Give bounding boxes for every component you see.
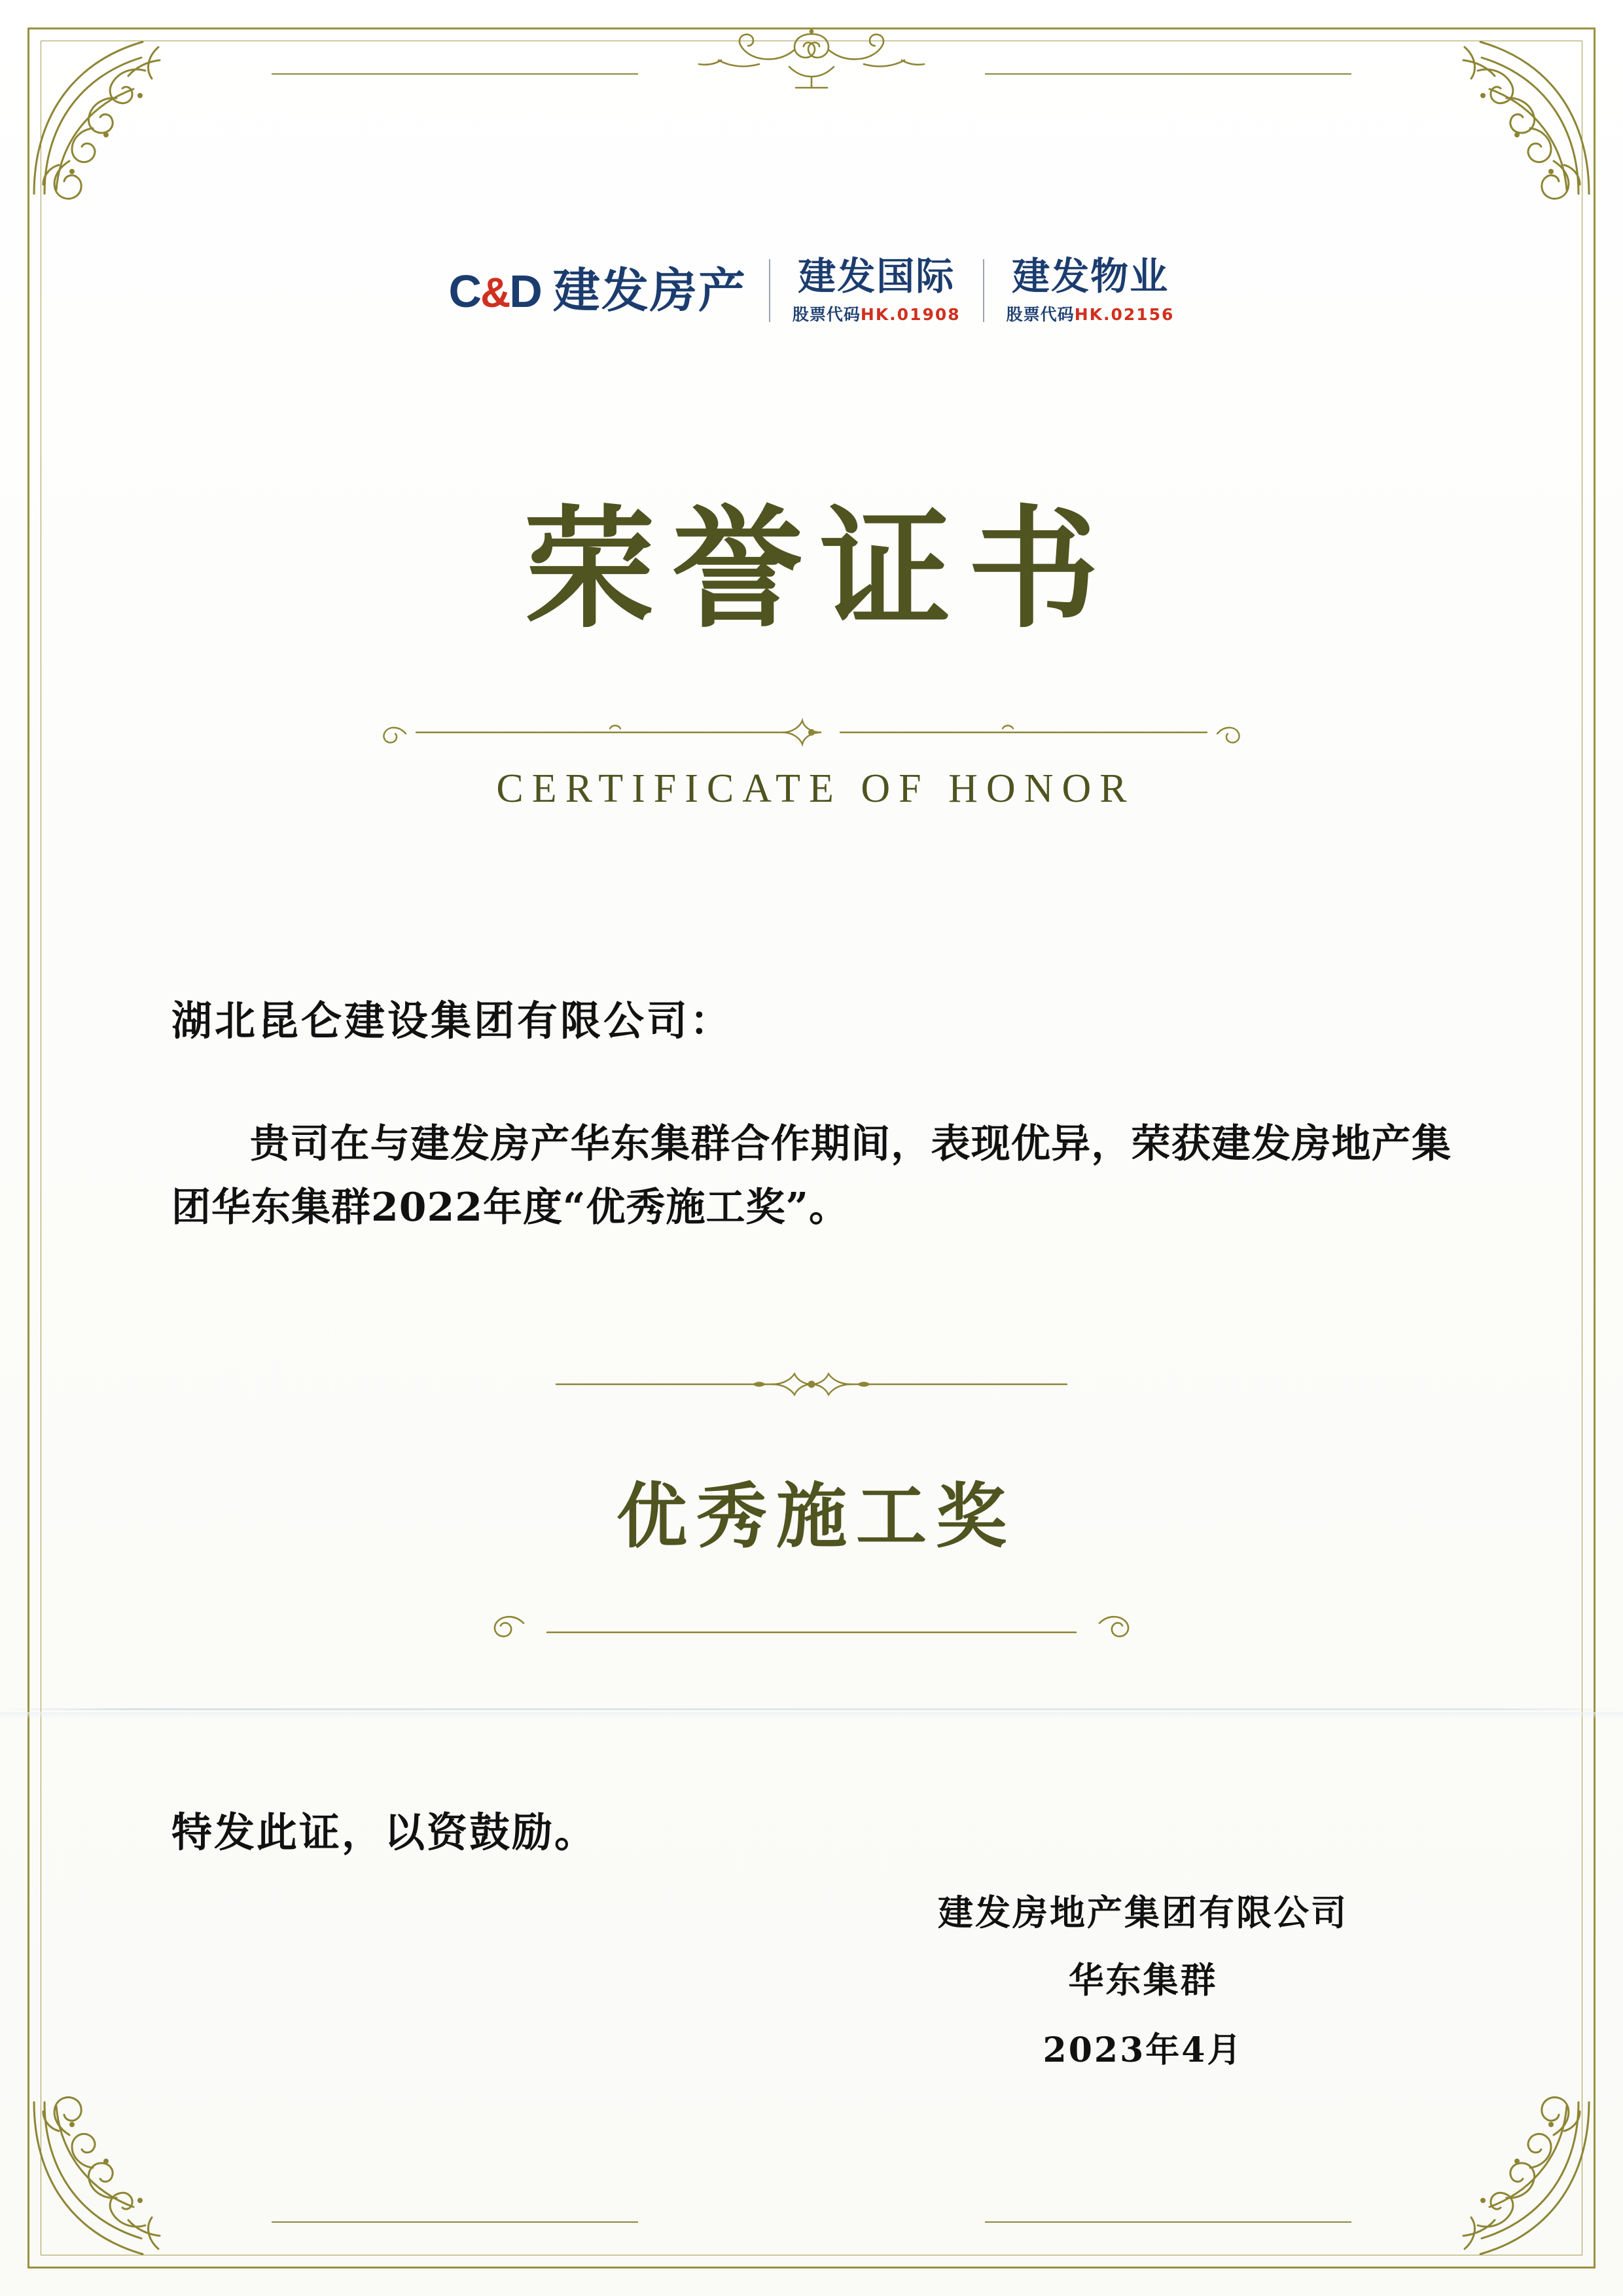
award-divider-top-ornament-icon — [550, 1365, 1073, 1404]
closing-statement: 特发此证，以资鼓励。 — [171, 1808, 597, 1856]
issuer-organization: 建发房地产集团有限公司 — [938, 1892, 1348, 1933]
corner-ornament-bottom-left-icon — [30, 2096, 226, 2266]
certificate-title-chinese: 荣誉证书 — [524, 492, 1116, 646]
logo-ampersand: & — [480, 269, 510, 317]
issuer-signature-block — [938, 1885, 1348, 2072]
brand-jianfa-international — [792, 254, 961, 325]
recipient-name: 湖北昆仑建设集团有限公司： — [171, 997, 734, 1045]
stock-code-label-2: 股票代码 — [1006, 304, 1075, 324]
stock-code-value-1: HK.01908 — [860, 304, 961, 324]
corner-ornament-top-left-icon — [30, 30, 226, 200]
top-flourish-ornament-icon — [661, 21, 962, 106]
award-divider-bottom-ornament-icon — [484, 1604, 1139, 1649]
logo-letter-c: C — [448, 266, 481, 317]
top-border-line-right — [985, 73, 1351, 75]
corner-ornament-bottom-right-icon — [1397, 2096, 1593, 2266]
issuer-division: 华东集群 — [1068, 1959, 1218, 2001]
logo-letter-d: D — [509, 266, 541, 317]
stock-code-label-1: 股票代码 — [792, 304, 861, 324]
scan-fold-shadow — [0, 1712, 1623, 1719]
logo-divider-2 — [983, 259, 984, 322]
logo-company-name: 建发房产 — [552, 263, 747, 319]
brand-name-1: 建发国际 — [798, 254, 955, 298]
issue-date: 2023年4月 — [1043, 2030, 1243, 2070]
bottom-border-line-right — [985, 2221, 1351, 2223]
title-divider-ornament-icon — [380, 710, 1243, 756]
certificate-title-english: CERTIFICATE OF HONOR — [496, 766, 1135, 811]
brand-jianfa-property — [1006, 254, 1175, 325]
cd-logo — [448, 263, 747, 319]
stock-code-value-2: HK.02156 — [1074, 304, 1175, 324]
brand-name-2: 建发物业 — [1012, 254, 1169, 298]
corner-ornament-top-right-icon — [1397, 30, 1593, 200]
bottom-border-line-left — [272, 2221, 638, 2223]
award-title: 优秀施工奖 — [616, 1475, 1016, 1558]
certificate-body-text: 贵司在与建发房产华东集群合作期间，表现优异，荣获建发房地产集团华东集群2022年度“优秀施工奖”。 — [171, 1121, 1452, 1231]
top-border-line-left — [272, 73, 638, 75]
brand-logo-row — [0, 254, 1623, 325]
logo-divider-1 — [769, 259, 770, 322]
scan-fold-line — [0, 1708, 1623, 1710]
